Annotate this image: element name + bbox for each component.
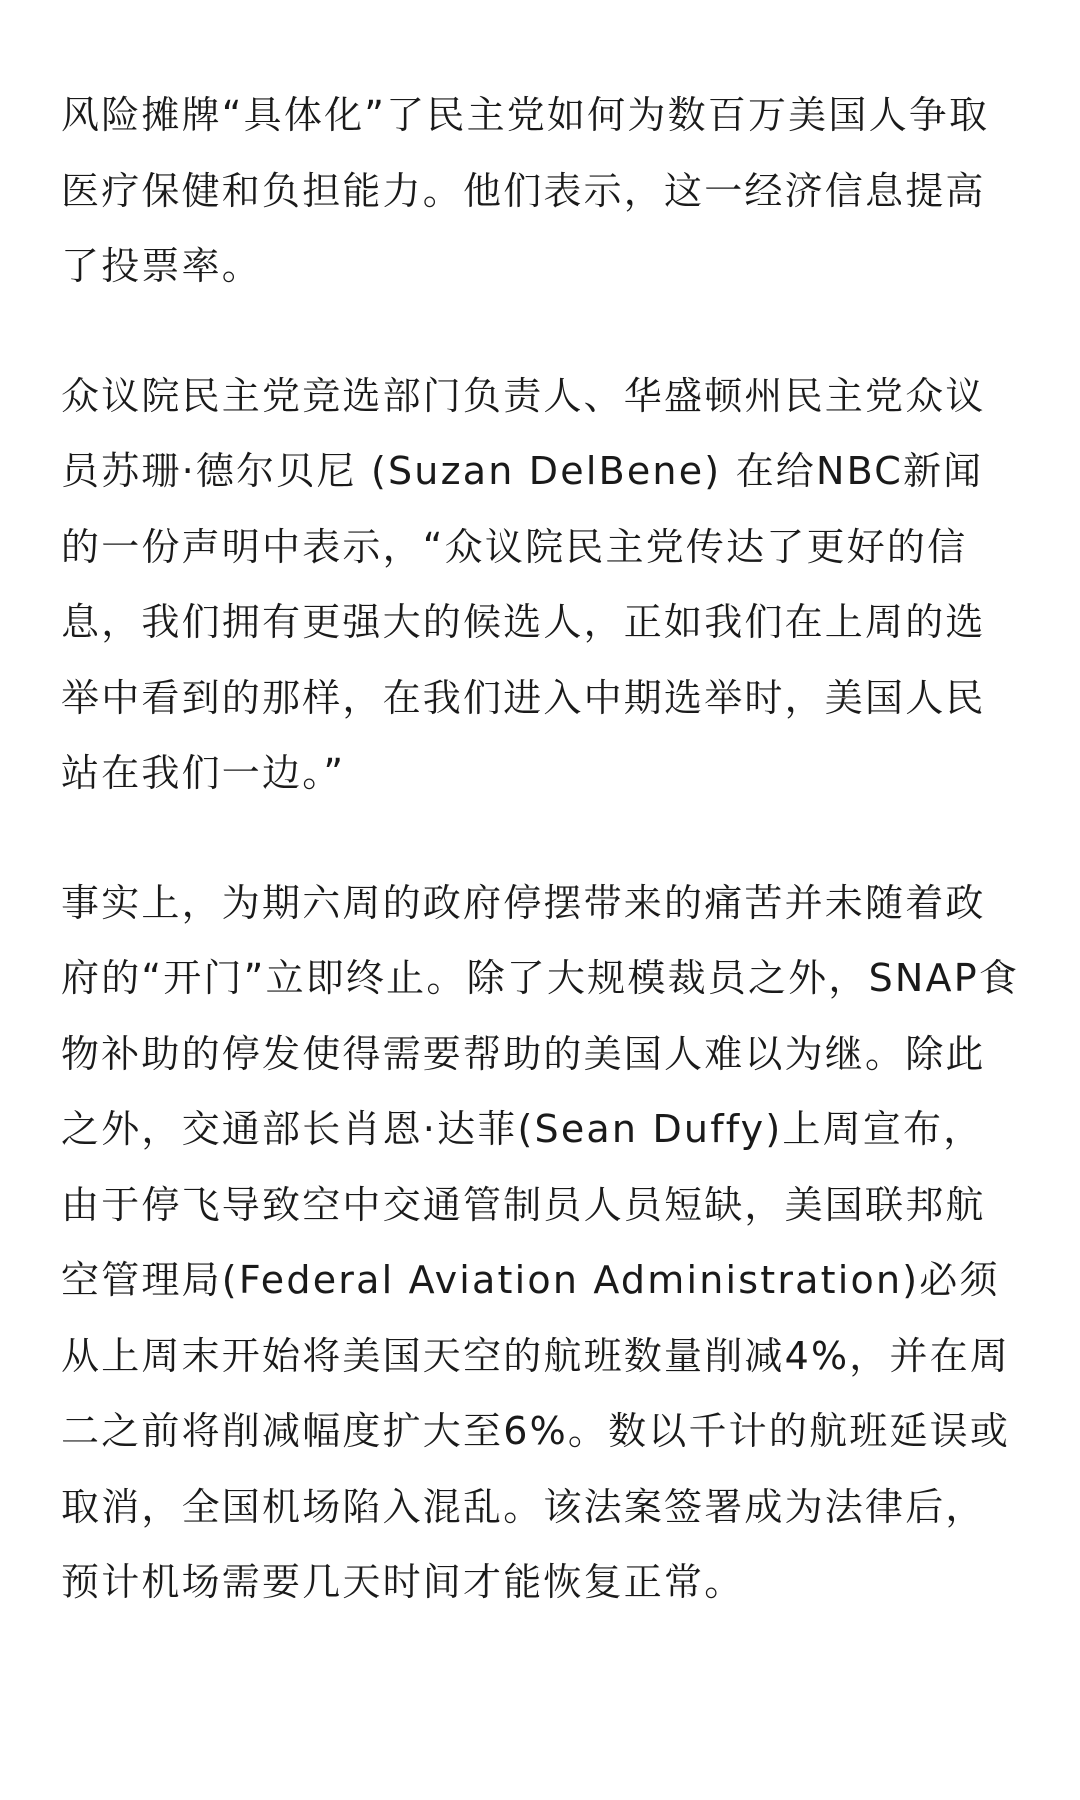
- article-paragraph-2: 众议院民主党竞选部门负责人、华盛顿州民主党众议员苏珊·德尔贝尼 (Suzan DelBene) 在给NBC新闻的一份声明中表示，“众议院民主党传达了更好的信息，我们拥有更强大的候选人，正如我们在上周的选举中看到的那样，在我们进入中期选举时，美国人民站在我们一边。”: [61, 373, 986, 795]
- article-paragraph-3: 事实上，为期六周的政府停摆带来的痛苦并未随着政府的“开门”立即终止。除了大规模裁员之外，SNAP食物补助的停发使得需要帮助的美国人难以为继。除此之外，交通部长肖恩·达菲(Sean Duffy)上周宣布，由于停飞导致空中交通管制员人员短缺，美国联邦航空管理局(Federal Aviation Administration)必须从上周末开始将美国天空的航班数量削减4%，并在周二之前将削减幅度扩大至6%。数以千计的航班延误或取消，全国机场陷入混乱。该法案签署成为法律后，预计机场需要几天时间才能恢复正常。: [61, 880, 1020, 1604]
- article-paragraph-1: 风险摊牌“具体化”了民主党如何为数百万美国人争取医疗保健和负担能力。他们表示，这一经济信息提高了投票率。: [61, 93, 990, 288]
- article-body: [61, 78, 1021, 1621]
